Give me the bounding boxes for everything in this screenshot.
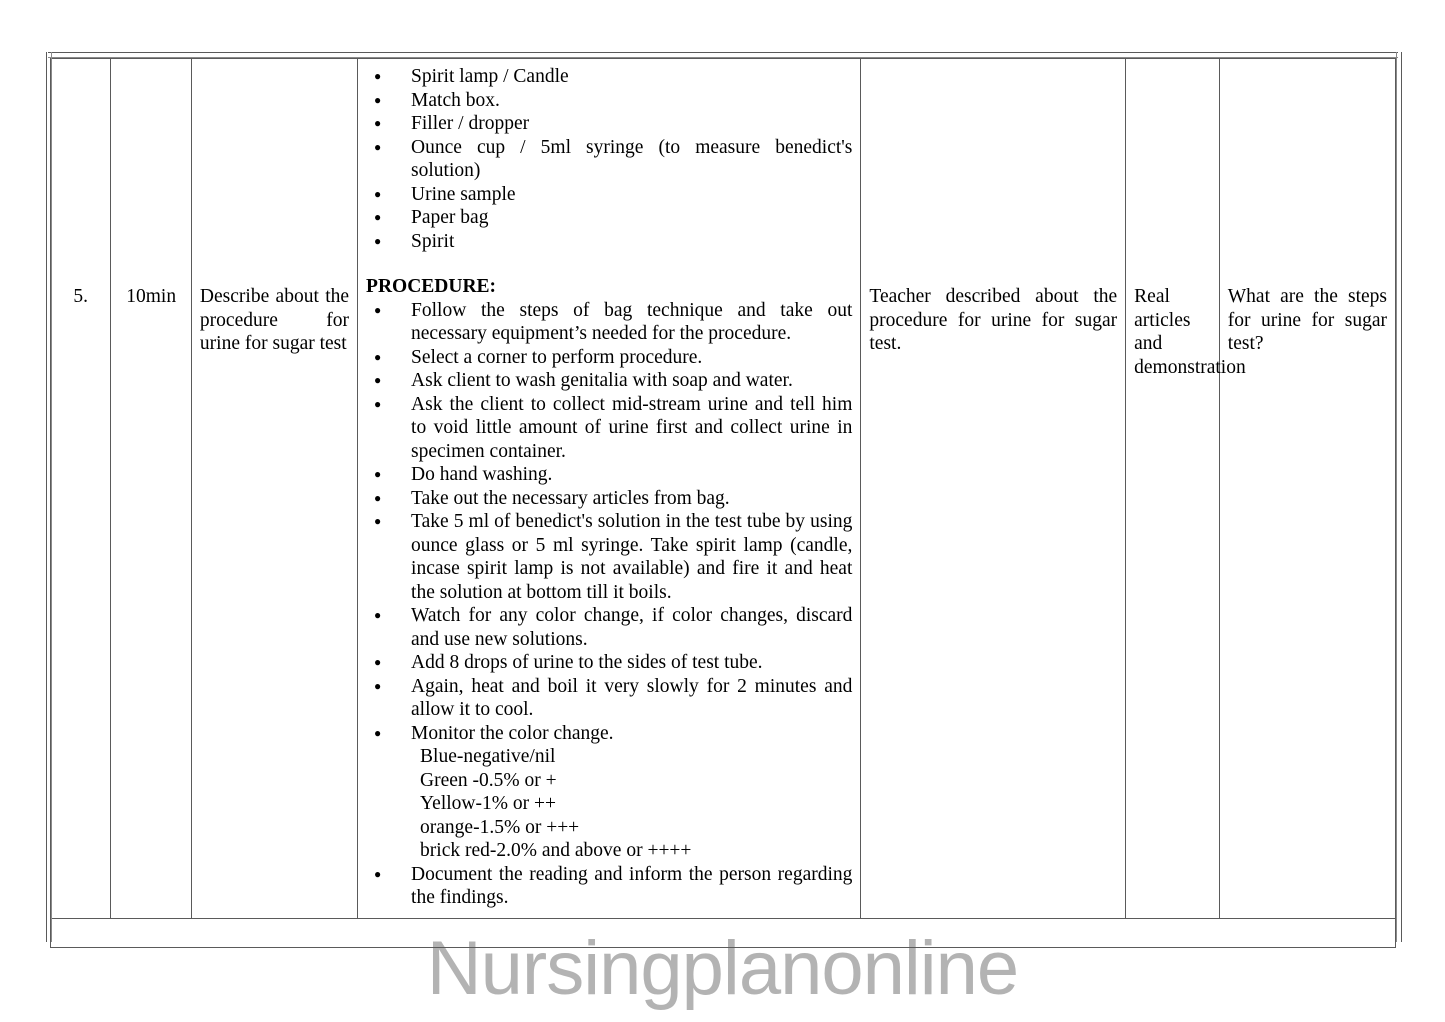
table-row <box>51 59 1396 919</box>
watermark-text: Nursingplanonline <box>426 926 1019 1011</box>
table-outer-rule-top <box>48 52 1398 58</box>
time-value: 10min <box>126 286 177 307</box>
evaluation-text: What are the steps for urine for sugar test? <box>1227 286 1387 354</box>
objective-text: Describe about the procedure for urine for sugar test <box>199 286 350 354</box>
color-scale-item: brick red-2.0% and above or ++++ <box>420 840 692 861</box>
list-item-monitor: ● Monitor the color change. <box>366 722 852 746</box>
serial-no-value: 5. <box>73 286 88 307</box>
list-item: ● Spirit <box>366 230 852 254</box>
color-scale-item: Blue-negative/nil <box>420 746 556 767</box>
table-outer-rule-left <box>46 52 52 942</box>
color-scale-item: Yellow-1% or ++ <box>420 793 556 814</box>
cell-serial-no <box>51 59 111 919</box>
cell-teacher-activity <box>861 59 1126 919</box>
procedure-heading: PROCEDURE: <box>366 276 497 297</box>
color-scale-list <box>366 745 852 863</box>
list-item: ● Filler / dropper <box>366 112 852 136</box>
cell-objective <box>191 59 357 919</box>
list-item: ● Add 8 drops of urine to the sides of test tube. <box>366 651 852 675</box>
spacer-serial <box>59 65 102 285</box>
equipment-list <box>366 65 852 253</box>
list-item: ● Take 5 ml of benedict's solution in the test tube by using ounce glass or 5 ml syringe. Take spirit lamp (candle, incase spirit lamp is not available) and fire it and heat the solution at bottom till it boils. <box>366 510 852 604</box>
table-outer-rule-right <box>1396 52 1402 942</box>
cell-evaluation <box>1219 59 1395 919</box>
table-row-empty <box>51 918 1396 947</box>
color-scale-item: Green -0.5% or + <box>420 769 557 791</box>
spacer-objective <box>200 65 349 285</box>
list-item: ● Watch for any color change, if color changes, discard and use new solutions. <box>366 604 852 651</box>
spacer-evaluation <box>1228 65 1387 285</box>
list-item: ● Document the reading and inform the person regarding the findings. <box>366 863 852 910</box>
list-item: ● Ask client to wash genitalia with soap and water. <box>366 369 852 393</box>
list-item: ● Do hand washing. <box>366 463 852 487</box>
list-item: ● Ask the client to collect mid-stream urine and tell him to void little amount of urine first and collect urine in specimen container. <box>366 393 852 464</box>
list-item: ● Ounce cup / 5ml syringe (to measure benedict's solution) <box>366 136 852 183</box>
cell-empty-footer <box>51 918 1396 947</box>
list-item: ● Paper bag <box>366 206 852 230</box>
final-step-list <box>366 863 852 910</box>
list-item: ● Select a corner to perform procedure. <box>366 346 852 370</box>
list-item: ● Match box. <box>366 89 852 113</box>
spacer-aids <box>1134 65 1211 285</box>
list-item: ● Again, heat and boil it very slowly for 2 minutes and allow it to cool. <box>366 675 852 722</box>
procedure-list <box>366 299 852 746</box>
list-item: ● Take out the necessary articles from bag. <box>366 487 852 511</box>
list-item: ● Follow the steps of bag technique and take out necessary equipment’s needed for the procedure. <box>366 299 852 346</box>
spacer-time <box>119 65 183 285</box>
spacer-teacher-activity <box>869 65 1117 285</box>
cell-content <box>358 59 861 919</box>
list-item: ● Urine sample <box>366 183 852 207</box>
aids-text: Real articles and demonstration <box>1134 286 1246 378</box>
teacher-activity-text: Teacher described about the procedure for urine for sugar test. <box>869 286 1118 354</box>
list-item: ● Spirit lamp / Candle <box>366 65 852 89</box>
color-scale-item: orange-1.5% or +++ <box>420 816 580 838</box>
cell-time <box>111 59 192 919</box>
lesson-plan-table <box>50 58 1396 948</box>
cell-aids <box>1126 59 1246 919</box>
